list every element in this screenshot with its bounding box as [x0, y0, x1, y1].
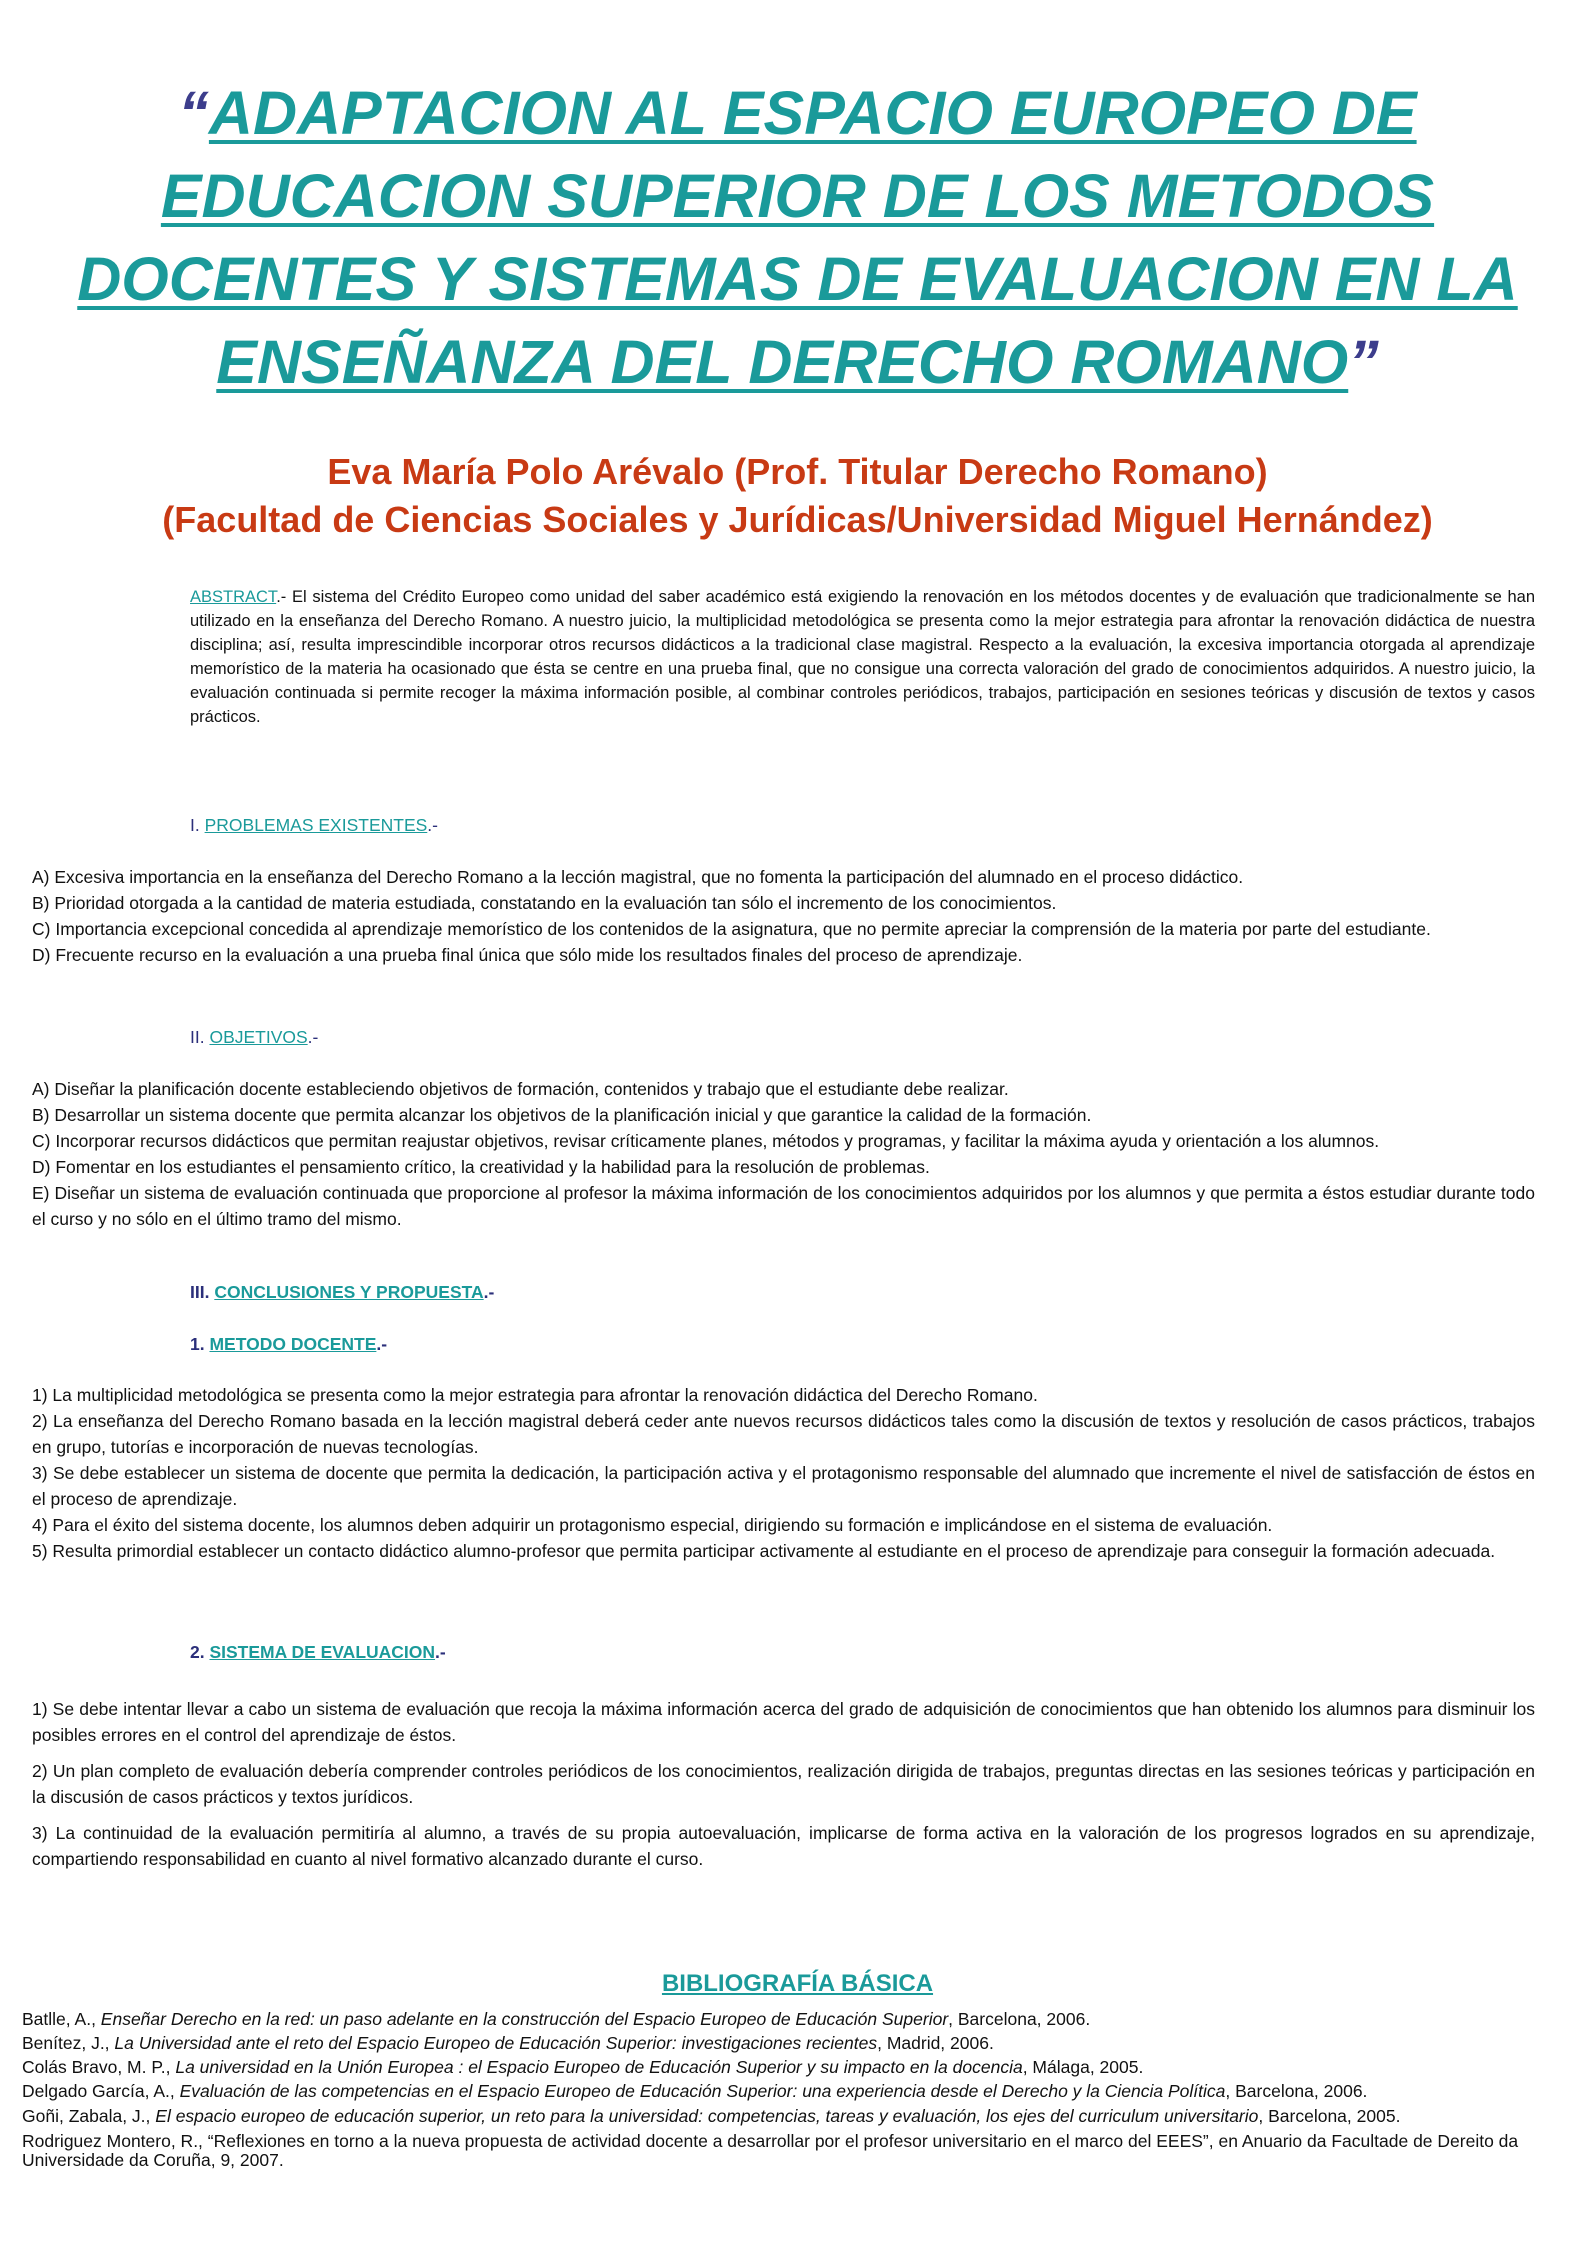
entry-title: La Universidad ante el reto del Espacio Europeo de Educación Superior: investigaciones recientes: [114, 2033, 878, 2053]
section-number: III.: [190, 1282, 215, 1302]
list-item: 5) Resulta primordial establecer un contacto didáctico alumno-profesor que permita participar activamente al estudiante en el proceso de aprendizaje para conseguir la formación adecuada.: [32, 1541, 1496, 1561]
section-heading-problemas: [190, 813, 438, 837]
entry-author: Delgado García, A.,: [22, 2081, 180, 2101]
section-number: 1.: [190, 1334, 210, 1354]
list-item: C) Importancia excepcional concedida al aprendizaje memorístico de los contenidos de la asignatura, que no permite apreciar la comprensión de la materia por parte del estudiante.: [32, 919, 1431, 939]
entry-author: Goñi, Zabala, J.,: [22, 2106, 156, 2126]
list-item: 1) La multiplicidad metodológica se presenta como la mejor estrategia para afrontar la renovación didáctica del Derecho Romano.: [32, 1385, 1038, 1405]
list-item: 3) Se debe establecer un sistema de docente que permita la dedicación, la participación activa y el protagonismo responsable del alumnado que incremente el nivel de satisfacción de éstos en el proceso de aprendizaje.: [32, 1463, 1535, 1509]
section-number: II.: [190, 1027, 210, 1047]
abstract-label[interactable]: ABSTRACT: [190, 588, 277, 606]
entry-rest: , Barcelona, 2005.: [1258, 2106, 1401, 2126]
section-suffix: .-: [427, 815, 438, 835]
bibliography-entry: [22, 2082, 1557, 2101]
bibliography-entry: [22, 2132, 1557, 2170]
entry-rest: , Madrid, 2006.: [877, 2033, 994, 2053]
section-suffix: .-: [376, 1334, 388, 1354]
entry-rest: , Barcelona, 2006.: [948, 2009, 1091, 2029]
bibliography-heading[interactable]: BIBLIOGRAFÍA BÁSICA: [661, 1970, 934, 1997]
entry-author: Rodriguez Montero, R.,: [22, 2131, 208, 2151]
entry-author: Colás Bravo, M. P.,: [22, 2057, 176, 2077]
subsection-heading-metodo: [190, 1332, 387, 1356]
list-item: 1) Se debe intentar llevar a cabo un sistema de evaluación que recoja la máxima información acerca del grado de adquisición de conocimientos que han obtenido los alumnos para disminuir los posibles errores en el control del aprendizaje de éstos.: [32, 1699, 1535, 1745]
section-link-evaluacion[interactable]: SISTEMA DE EVALUACION: [209, 1642, 436, 1662]
title-text: ADAPTACION AL ESPACIO EUROPEO DE EDUCACION SUPERIOR DE LOS METODOS DOCENTES Y SISTEMAS DE EVALUACION EN LA ENSEÑANZA DEL DERECHO ROMANO: [77, 79, 1518, 396]
section-number: I.: [190, 815, 205, 835]
section-suffix: .-: [483, 1282, 495, 1302]
entry-author: Benítez, J.,: [22, 2033, 115, 2053]
author-affiliation: (Facultad de Ciencias Sociales y Jurídicas/Universidad Miguel Hernández): [162, 499, 1433, 540]
bibliography-entry: [22, 2010, 1557, 2029]
entry-rest: , Barcelona, 2006.: [1225, 2081, 1368, 2101]
entry-rest: “Reflexiones en torno a la nueva propuesta de actividad docente a desarrollar por el profesor universitario en el marco del EEES”, en Anuario da Facultade de Dereito da Universidade da Coruña, 9, 2007.: [22, 2131, 1519, 2170]
list-item: 4) Para el éxito del sistema docente, los alumnos deben adquirir un protagonismo especial, dirigiendo su formación e implicándose en el sistema de evaluación.: [32, 1515, 1273, 1535]
list-item: 3) La continuidad de la evaluación permitiría al alumno, a través de su propia autoevaluación, implicarse de forma activa en la valoración de los progresos logrados en su aprendizaje, compartiendo responsabilidad en cuanto al nivel formativo alcanzado durante el curso.: [32, 1823, 1535, 1869]
bibliography-list: [22, 2010, 1557, 2176]
abstract-sep: .-: [276, 588, 292, 606]
section-number: 2.: [190, 1642, 210, 1662]
entry-rest: , Málaga, 2005.: [1022, 2057, 1144, 2077]
list-item: B) Desarrollar un sistema docente que permita alcanzar los objetivos de la planificación inicial y que garantice la calidad de la formación.: [32, 1105, 1092, 1125]
list-item: E) Diseñar un sistema de evaluación continuada que proporcione al profesor la máxima información de los conocimientos adquiridos por los alumnos y que permita a éstos estudiar durante todo el curso y no sólo en el último tramo del mismo.: [32, 1183, 1535, 1229]
metodo-list: [32, 1382, 1535, 1564]
bibliography-entry: [22, 2034, 1557, 2053]
section-heading-conclusiones: [190, 1280, 494, 1304]
section-heading-objetivos: [190, 1025, 318, 1049]
problemas-list: [32, 864, 1535, 968]
poster-title: [30, 72, 1565, 404]
entry-title: El espacio europeo de educación superior, un reto para la universidad: competencias, tareas y evaluación, los ejes del curriculum universitario: [155, 2106, 1259, 2126]
entry-author: Batlle, A.,: [22, 2009, 101, 2029]
list-item: D) Fomentar en los estudiantes el pensamiento crítico, la creatividad y la habilidad para la resolución de problemas.: [32, 1157, 930, 1177]
entry-title: La universidad en la Unión Europea : el Espacio Europeo de Educación Superior y su impacto en la docencia: [175, 2057, 1023, 2077]
entry-title: Evaluación de las competencias en el Espacio Europeo de Educación Superior: una experiencia desde el Derecho y la Ciencia Política: [179, 2081, 1226, 2101]
author-name: Eva María Polo Arévalo (Prof. Titular Derecho Romano): [327, 451, 1268, 492]
section-link-objetivos[interactable]: OBJETIVOS: [209, 1027, 308, 1047]
author-block: [20, 448, 1575, 544]
list-item: 2) Un plan completo de evaluación debería comprender controles periódicos de los conocimientos, realización dirigida de trabajos, preguntas directas en las sesiones teóricas y participación en la discusión de casos prácticos y textos jurídicos.: [32, 1761, 1535, 1807]
list-item: D) Frecuente recurso en la evaluación a una prueba final única que sólo mide los resultados finales del proceso de aprendizaje.: [32, 945, 1023, 965]
abstract: [190, 585, 1535, 729]
section-link-metodo[interactable]: METODO DOCENTE: [209, 1334, 377, 1354]
bibliography-entry: [22, 2107, 1557, 2126]
list-item: A) Diseñar la planificación docente estableciendo objetivos de formación, contenidos y trabajo que el estudiante debe realizar.: [32, 1079, 1009, 1099]
section-suffix: .-: [435, 1642, 446, 1662]
list-item: B) Prioridad otorgada a la cantidad de materia estudiada, constatando en la evaluación tan sólo el incremento de los conocimientos.: [32, 893, 1057, 913]
section-suffix: .-: [307, 1027, 319, 1047]
bibliography-entry: [22, 2058, 1557, 2077]
evaluacion-list: [32, 1696, 1535, 1882]
section-link-conclusiones[interactable]: CONCLUSIONES Y PROPUESTA: [214, 1282, 484, 1302]
subsection-heading-evaluacion: [190, 1640, 446, 1664]
section-link-problemas[interactable]: PROBLEMAS EXISTENTES: [204, 815, 428, 835]
abstract-text: El sistema del Crédito Europeo como unidad del saber académico está exigiendo la renovación en los métodos docentes y de evaluación que tradicionalmente se han utilizado en la enseñanza del Derecho Romano. A nuestro juicio, la multiplicidad metodológica se presenta como la mejor estrategia para afrontar la renovación didáctica de nuestra disciplina; así, resulta imprescindible incorporar otros recursos didácticos a la tradicional clase magistral. Respecto a la evaluación, la excesiva importancia otorgada al aprendizaje memorístico de la materia ha ocasionado que ésta se centre en una prueba final, que no consigue una correcta valoración del grado de conocimientos adquiridos. A nuestro juicio, la evaluación continuada si permite recoger la máxima información posible, al combinar controles periódicos, trabajos, participación en sesiones teóricas y discusión de textos y casos prácticos.: [190, 588, 1535, 726]
list-item: 2) La enseñanza del Derecho Romano basada en la lección magistral deberá ceder ante nuevos recursos didácticos tales como la discusión de textos y resolución de casos prácticos, trabajos en grupo, tutorías e incorporación de nuevas tecnologías.: [32, 1411, 1535, 1457]
list-item: C) Incorporar recursos didácticos que permitan reajustar objetivos, revisar críticamente planes, métodos y programas, y facilitar la máxima ayuda y orientación a los alumnos.: [32, 1131, 1380, 1151]
objetivos-list: [32, 1076, 1535, 1232]
entry-title: Enseñar Derecho en la red: un paso adelante en la construcción del Espacio Europeo de Educación Superior: [100, 2009, 949, 2029]
title-open-quote: “: [178, 79, 209, 147]
list-item: A) Excesiva importancia en la enseñanza del Derecho Romano a la lección magistral, que no fomenta la participación del alumnado en el proceso didáctico.: [32, 867, 1244, 887]
title-close-quote: ”: [1348, 328, 1379, 396]
